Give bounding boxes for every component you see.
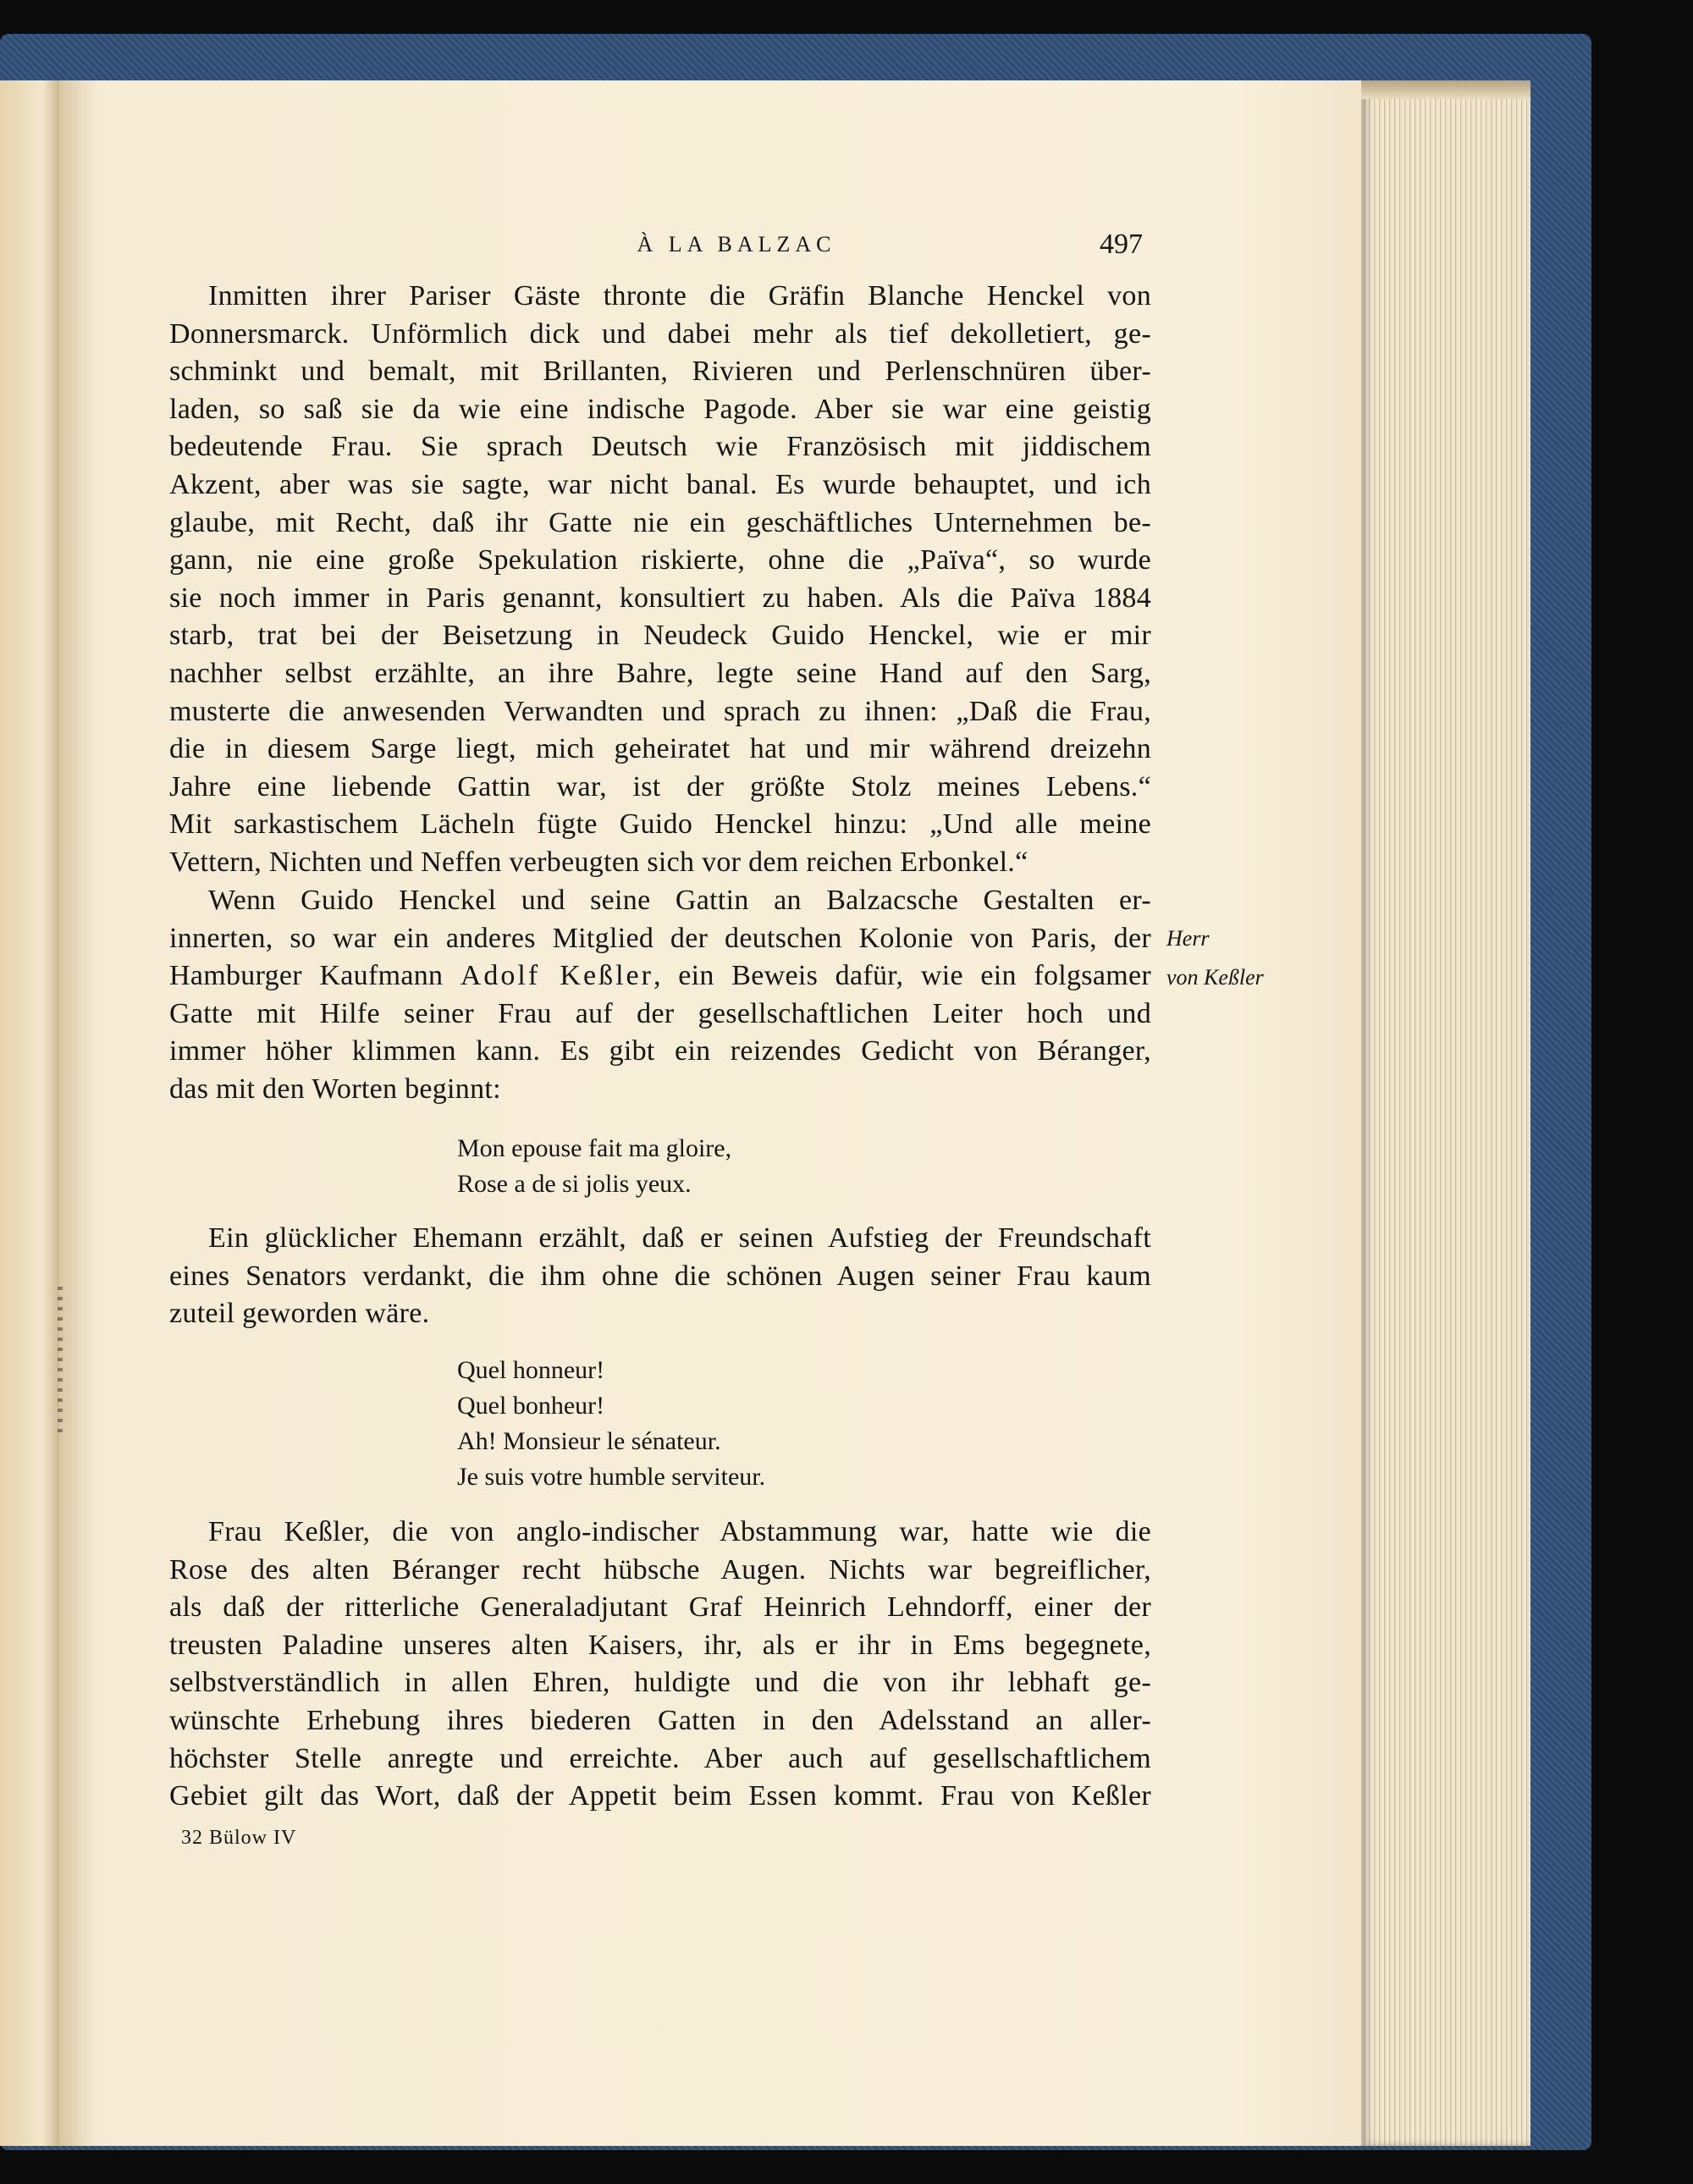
verse-1 [457, 1131, 731, 1202]
page-number: 497 [1100, 229, 1143, 260]
margin-note [1166, 919, 1264, 997]
verse-2 [457, 1353, 765, 1495]
page-footer-signature: 32 Bülow IV [181, 1827, 297, 1849]
text-line-kessler [169, 957, 1151, 995]
text-line: treusten Paladine unseres alten Kaisers, ihr, als er ihr in Ems begegnete, [169, 1629, 1151, 1661]
text-line: Ein glücklicher Ehemann erzählt, daß er seinen Aufstieg der Freundschaft [208, 1222, 1151, 1254]
text-line: gann, nie eine große Spekulation riskierte, ohne die „Païva“, so wurde [169, 544, 1151, 576]
text-line: Gebiet gilt das Wort, daß der Appetit beim Essen kommt. Frau von Keßler [169, 1780, 1151, 1812]
verse-line: Quel bonheur! [457, 1392, 605, 1420]
text-line: Wenn Guido Henckel und seine Gattin an Balzacsche Gestalten er- [208, 885, 1151, 916]
verse-line: Rose a de si jolis yeux. [457, 1170, 692, 1198]
text-line: als daß der ritterliche Generaladjutant Graf Heinrich Lehndorff, einer der [169, 1591, 1151, 1624]
text-line: die in diesem Sarge liegt, mich geheiratet hat und mir während dreizehn [169, 733, 1151, 765]
text-segment: , ein Beweis dafür, wie ein folgsamer [653, 960, 1151, 992]
margin-note-line: von Keßler [1166, 965, 1264, 990]
text-line: nachher selbst erzählte, an ihre Bahre, legte seine Hand auf den Sarg, [169, 657, 1151, 689]
text-line: zuteil geworden wäre. [169, 1298, 430, 1330]
text-line: Gatte mit Hilfe seiner Frau auf der gesellschaftlichen Leiter hoch und [169, 997, 1151, 1029]
text-line: Frau Keßler, die von anglo-indischer Abstammung war, hatte wie die [208, 1516, 1151, 1547]
text-line: das mit den Worten beginnt: [169, 1073, 501, 1105]
page-block-top [1361, 80, 1530, 99]
text-line: schminkt und bemalt, mit Brillanten, Rivieren und Perlenschnüren über- [169, 356, 1151, 388]
text-line: immer höher klimmen kann. Es gibt ein reizendes Gedicht von Béranger, [169, 1035, 1151, 1067]
margin-note-line: Herr [1166, 926, 1210, 951]
running-head: À LA BALZAC [637, 232, 836, 256]
paragraph-3 [169, 1220, 1151, 1333]
page-block-edges [1361, 80, 1530, 2146]
paragraph-4 [169, 1514, 1151, 1816]
text-line: eines Senators verdankt, die ihm ohne die schönen Augen seiner Frau kaum [169, 1260, 1151, 1292]
left-page-edge [0, 80, 61, 2146]
text-line: laden, so saß sie da wie eine indische Pagode. Aber sie war eine geistig [169, 393, 1151, 425]
text-line: höchster Stelle anregte und erreichte. Aber auch auf gesellschaftlichem [169, 1742, 1151, 1774]
paragraph-2 [169, 882, 1151, 1109]
text-line: bedeutende Frau. Sie sprach Deutsch wie Französisch mit jiddischem [169, 431, 1151, 463]
text-line: Inmitten ihrer Pariser Gäste thronte die Gräfin Blanche Henckel von [208, 280, 1151, 312]
text-line: musterte die anwesenden Verwandten und sprach zu ihnen: „Daß die Frau, [169, 695, 1151, 727]
text-line: Vettern, Nichten und Neffen verbeugten sich vor dem reichen Erbonkel.“ [169, 846, 1028, 878]
text-line: Akzent, aber was sie sagte, war nicht banal. Es wurde behauptet, und ich [169, 468, 1151, 500]
page-header [169, 229, 1151, 269]
person-name: Adolf Keßler [460, 960, 653, 992]
verse-line: Mon epouse fait ma gloire, [457, 1134, 732, 1162]
text-line: Rose des alten Béranger recht hübsche Augen. Nichts war begreiflicher, [169, 1553, 1151, 1586]
text-line: innerten, so war ein anderes Mitglied der deutschen Kolonie von Paris, der [169, 922, 1151, 954]
verse-line: Je suis votre humble serviteur. [457, 1463, 766, 1491]
verse-line: Quel honneur! [457, 1356, 605, 1384]
gutter-marks [58, 1287, 63, 1439]
paragraph-1 [169, 278, 1151, 882]
text-line: wünschte Erhebung ihres biederen Gatten in den Adelsstand an aller- [169, 1704, 1151, 1736]
text-line: Jahre eine liebende Gattin war, ist der größte Stolz meines Lebens.“ [169, 770, 1151, 802]
text-line: selbstverständlich in allen Ehren, huldigte und die von ihr lebhaft ge- [169, 1667, 1151, 1699]
text-line: Donnersmarck. Unförmlich dick und dabei mehr als tief dekolletiert, ge- [169, 317, 1151, 350]
text-line: starb, trat bei der Beisetzung in Neudeck Guido Henckel, wie er mir [169, 620, 1151, 652]
verse-line: Ah! Monsieur le sénateur. [457, 1427, 721, 1455]
text-line: Mit sarkastischem Lächeln fügte Guido Henckel hinzu: „Und alle meine [169, 808, 1151, 841]
text-line: sie noch immer in Paris genannt, konsultiert zu haben. Als die Païva 1884 [169, 582, 1151, 614]
text-segment: Hamburger Kaufmann [169, 960, 460, 992]
text-line: glaube, mit Recht, daß ihr Gatte nie ein geschäftliches Unternehmen be- [169, 506, 1151, 538]
